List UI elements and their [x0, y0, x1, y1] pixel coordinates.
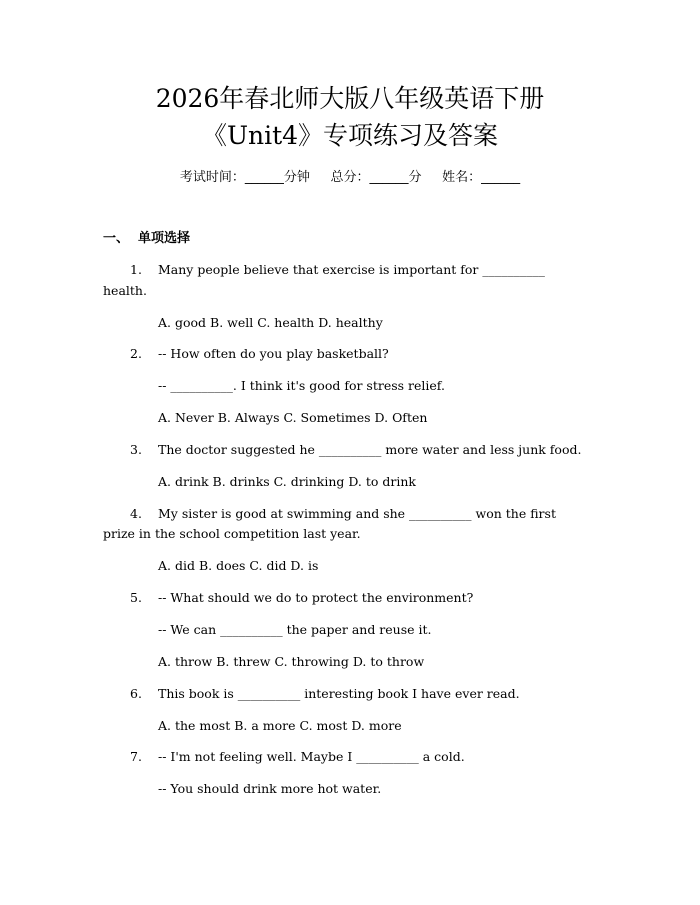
question-options: A. the most B. a more C. most D. more [158, 718, 402, 733]
question-number: 4. [130, 506, 142, 521]
question-number: 3. [130, 442, 142, 457]
exam-info: 考试时间：______分钟 总分：______分 姓名：______ [179, 170, 521, 185]
question-stem: This book is __________ interesting book I have ever read. [158, 686, 520, 701]
question-options: A. did B. does C. did D. is [158, 558, 319, 573]
question-options: A. drink B. drinks C. drinking D. to drink [158, 474, 417, 489]
document-title-line2: 《Unit4》专项练习及答案 [201, 121, 499, 150]
question-number: 1. [130, 262, 142, 277]
question-response: -- We can __________ the paper and reuse it. [158, 622, 432, 637]
question-response: -- You should drink more hot water. [158, 781, 382, 796]
question-stem-continued: prize in the school competition last year. [103, 526, 361, 541]
question-options: A. Never B. Always C. Sometimes D. Often [158, 410, 428, 425]
question-options: A. good B. well C. health D. healthy [158, 315, 383, 330]
question-options: A. throw B. threw C. throwing D. to throw [158, 654, 425, 669]
question-stem: The doctor suggested he __________ more water and less junk food. [158, 442, 582, 457]
question-stem: -- How often do you play basketball? [158, 346, 389, 361]
document-title-line1: 2026年春北师大版八年级英语下册 [155, 84, 545, 113]
question-stem: -- What should we do to protect the environment? [158, 590, 474, 605]
question-number: 7. [130, 749, 142, 764]
question-stem: Many people believe that exercise is important for __________ [158, 262, 545, 277]
section-heading: 一、 单项选择 [103, 231, 191, 246]
question-stem-continued: health. [103, 283, 147, 298]
question-response: -- __________. I think it's good for stress relief. [158, 378, 445, 393]
question-number: 6. [130, 686, 142, 701]
question-number: 5. [130, 590, 142, 605]
question-stem: My sister is good at swimming and she __________ won the first [158, 506, 556, 521]
question-stem: -- I'm not feeling well. Maybe I __________ a cold. [158, 749, 465, 764]
question-number: 2. [130, 346, 142, 361]
